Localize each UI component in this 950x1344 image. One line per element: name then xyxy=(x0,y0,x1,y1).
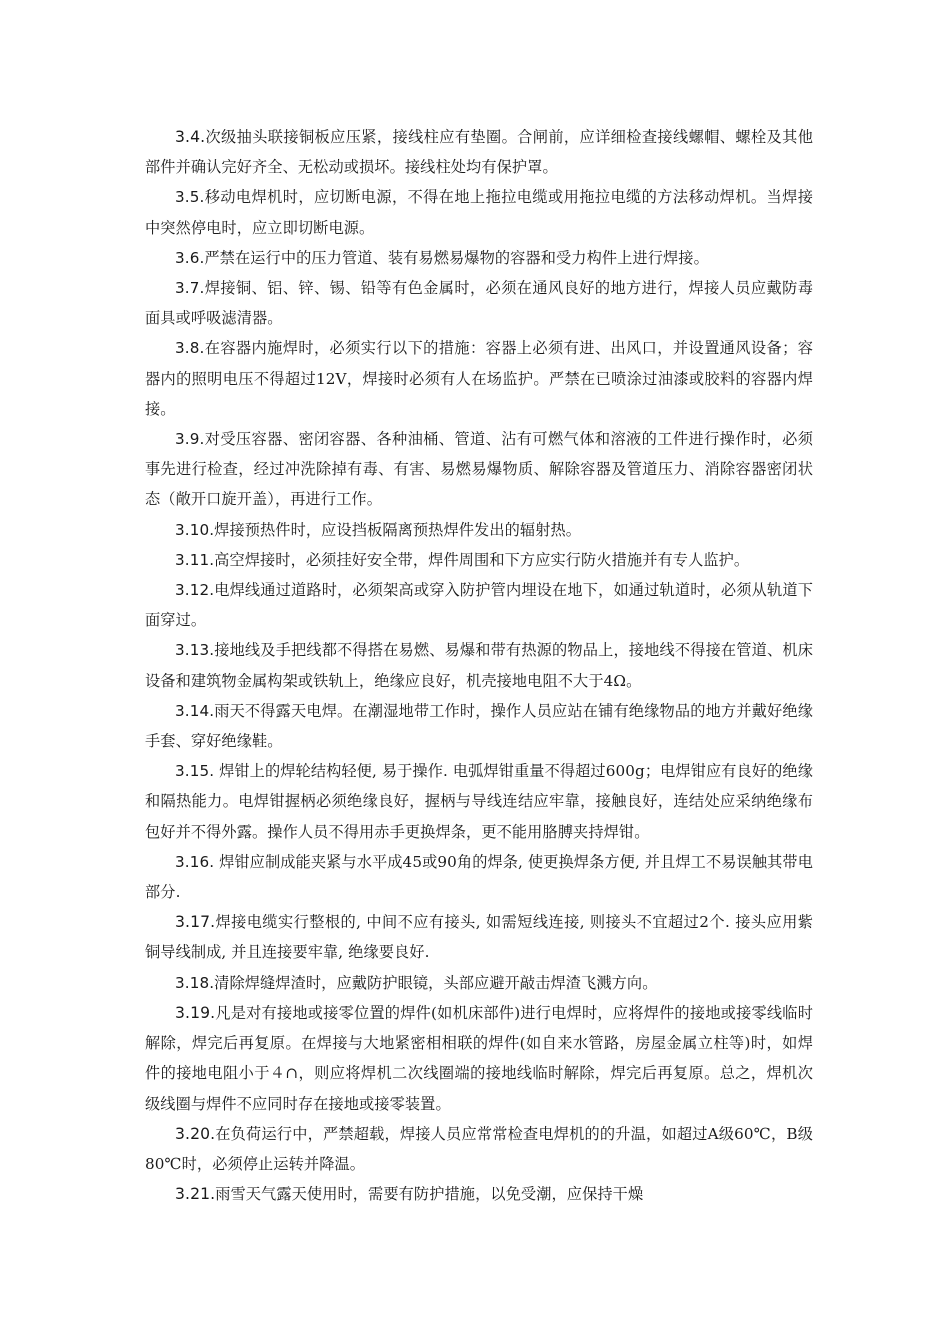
clause-number: 3.7. xyxy=(175,279,205,298)
clause-number: 3.6. xyxy=(175,248,205,267)
clause-number: 3.14. xyxy=(175,701,215,720)
clause-3-4 xyxy=(145,122,813,182)
clause-number: 3.21. xyxy=(175,1185,216,1204)
clause-text: 凡是对有接地或接零位置的焊件(如机床部件)进行电焊时，应将焊件的接地或接零线临时解除，焊完后再复原。在焊接与大地紧密相相联的焊件(如自来水管路，房屋金属立柱等)时，如焊件的接地电阻小于４∩，则应将焊机二次线圈端的接地线临时解除，焊完后再复原。总之，焊机次级线圈与焊件不应同时存在接地或接零装置。 xyxy=(145,1003,813,1113)
clause-text: 焊钳上的焊轮结构轻便, 易于操作. 电弧焊钳重量不得超过600g；电焊钳应有良好的绝缘和隔热能力。电焊钳握柄必须绝缘良好，握柄与导线连结应牢靠，接触良好，连结处应采纳绝缘布包好并不得外露。操作人员不得用赤手更换焊条，更不能用胳膊夹持焊钳。 xyxy=(145,762,813,841)
clause-number: 3.10. xyxy=(175,520,215,539)
clause-3-8 xyxy=(145,333,813,424)
clause-text: 电焊线通过道路时，必须架高或穿入防护管内埋设在地下，如通过轨道时，必须从轨道下面穿过。 xyxy=(145,581,813,630)
clause-number: 3.4. xyxy=(175,128,206,146)
clause-text: 雨天不得露天电焊。在潮湿地带工作时，操作人员应站在铺有绝缘物品的地方并戴好绝缘手套、穿好绝缘鞋。 xyxy=(145,701,813,751)
clause-number: 3.9. xyxy=(175,430,205,449)
clause-text: 在容器内施焊时，必须实行以下的措施：容器上必须有进、出风口，并设置通风设备；容器内的照明电压不得超过12V，焊接时必须有人在场监护。严禁在已喷涂过油漆或胶料的容器内焊接。 xyxy=(145,339,813,418)
clause-3-10 xyxy=(145,515,813,545)
clause-number: 3.19. xyxy=(175,1003,216,1022)
clause-text: 焊钳应制成能夹紧与水平成45或90角的焊条, 使更换焊条方便, 并且焊工不易误触其带电部分. xyxy=(145,852,813,902)
clause-number: 3.12. xyxy=(175,581,215,600)
clause-3-7 xyxy=(145,273,813,333)
clause-number: 3.20. xyxy=(175,1124,216,1143)
clause-text: 次级抽头联接铜板应压紧，接线柱应有垫圈。合闸前，应详细检查接线螺帽、螺栓及其他部件并确认完好齐全、无松动或损坏。接线柱处均有保护罩。 xyxy=(145,128,813,177)
clause-number: 3.5. xyxy=(175,188,205,207)
clause-3-17 xyxy=(145,907,813,967)
clause-3-5 xyxy=(145,182,813,242)
clause-text: 接地线及手把线都不得搭在易燃、易爆和带有热源的物品上，接地线不得接在管道、机床设备和建筑物金属构架或铁轨上，绝缘应良好，机壳接地电阻不大于4Ω。 xyxy=(145,641,813,690)
clause-3-15 xyxy=(145,756,813,847)
clause-3-11 xyxy=(145,545,813,575)
clause-text: 焊接预热件时，应设挡板隔离预热焊件发出的辐射热。 xyxy=(214,520,582,539)
clause-text: 雨雪天气露天使用时，需要有防护措施，以免受潮，应保持干燥 xyxy=(215,1185,644,1204)
clause-number: 3.13. xyxy=(175,641,215,660)
clause-3-14 xyxy=(145,696,813,756)
clause-3-12 xyxy=(145,575,813,635)
clause-number: 3.18. xyxy=(175,973,215,992)
document-body xyxy=(145,122,813,1209)
clause-3-9 xyxy=(145,424,813,515)
clause-number: 3.16. xyxy=(175,852,215,871)
clause-3-19 xyxy=(145,998,813,1119)
clause-3-6 xyxy=(145,243,813,273)
clause-number: 3.17. xyxy=(175,913,216,932)
clause-text: 在负荷运行中，严禁超载，焊接人员应常常检查电焊机的的升温，如超过A级60℃，B级80℃时，必须停止运转并降温。 xyxy=(145,1124,813,1173)
clause-text: 对受压容器、密闭容器、各种油桶、管道、沾有可燃气体和溶液的工件进行操作时，必须事先进行检查，经过冲洗除掉有毒、有害、易燃易爆物质、解除容器及管道压力、消除容器密闭状态（敞开口旋开盖），再进行工作。 xyxy=(145,430,813,509)
clause-text: 严禁在运行中的压力管道、装有易燃易爆物的容器和受力构件上进行焊接。 xyxy=(204,248,709,267)
clause-text: 焊接电缆实行整根的, 中间不应有接头, 如需短线连接, 则接头不宜超过2个. 接头应用紫铜导线制成, 并且连接要牢靠, 绝缘要良好. xyxy=(145,913,813,962)
clause-3-13 xyxy=(145,635,813,695)
clause-3-18 xyxy=(145,968,813,998)
clause-text: 高空焊接时，必须挂好安全带，焊件周围和下方应实行防火措施并有专人监护。 xyxy=(214,550,750,569)
clause-number: 3.8. xyxy=(175,339,205,358)
clause-text: 焊接铜、铝、锌、锡、铅等有色金属时，必须在通风良好的地方进行，焊接人员应戴防毒面具或呼吸滤清器。 xyxy=(145,279,813,328)
clause-3-20 xyxy=(145,1119,813,1179)
clause-text: 移动电焊机时，应切断电源，不得在地上拖拉电缆或用拖拉电缆的方法移动焊机。当焊接中突然停电时，应立即切断电源。 xyxy=(145,188,813,237)
clause-text: 清除焊缝焊渣时，应戴防护眼镜，头部应避开敲击焊渣飞溅方向。 xyxy=(214,973,658,992)
clause-3-16 xyxy=(145,847,813,907)
clause-number: 3.15. xyxy=(175,762,215,781)
clause-3-21 xyxy=(145,1179,813,1209)
clause-number: 3.11. xyxy=(175,550,215,569)
